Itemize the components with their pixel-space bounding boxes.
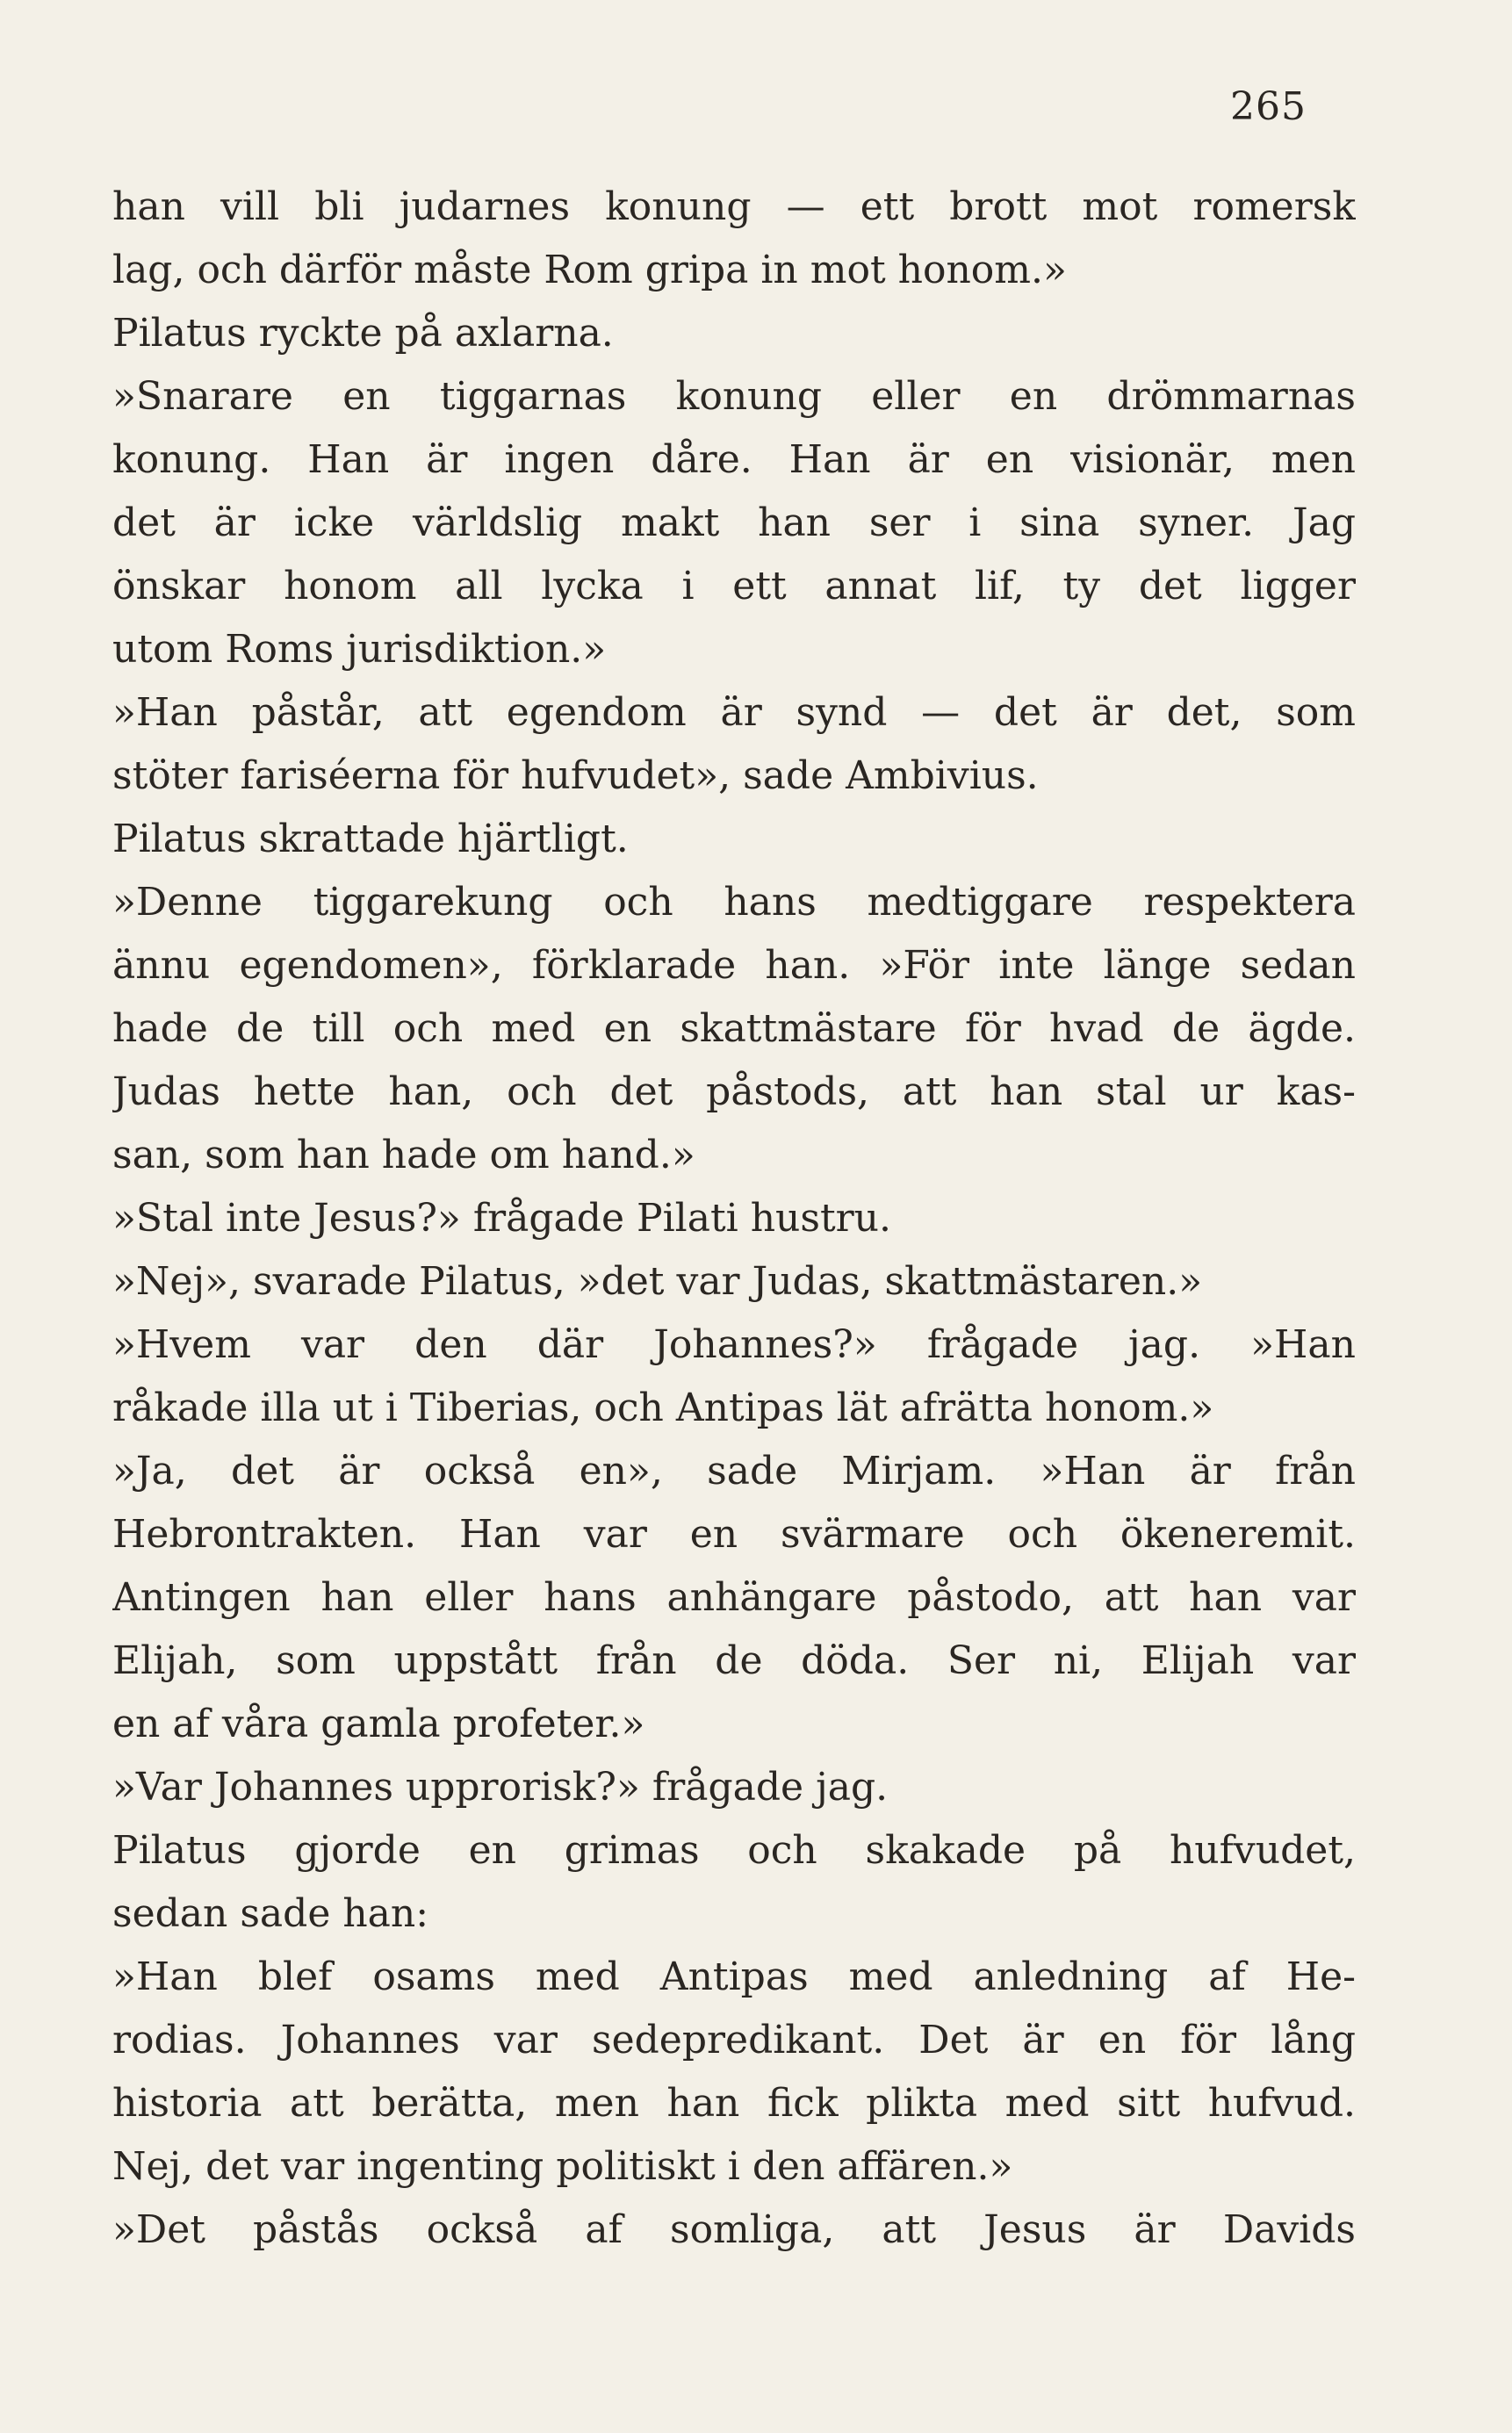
text-line: »Han blef osams med Antipas med anledning af He- bbox=[112, 1954, 1356, 1999]
text-line: san, som han hade om hand.» bbox=[112, 1133, 695, 1177]
text-line: »Nej», svarade Pilatus, »det var Judas, skattmästaren.» bbox=[112, 1259, 1203, 1304]
text-line: »Var Johannes upprorisk?» frågade jag. bbox=[112, 1765, 889, 1810]
text-line: rodias. Johannes var sedepredikant. Det är en för lång bbox=[112, 2018, 1356, 2062]
body-text bbox=[112, 176, 1356, 2262]
text-line: konung. Han är ingen dåre. Han är en visionär, men bbox=[112, 437, 1356, 482]
text-line: »Denne tiggarekung och hans medtiggare respektera bbox=[112, 880, 1356, 925]
text-line: »Snarare en tiggarnas konung eller en drömmarnas bbox=[112, 374, 1356, 419]
text-line: Judas hette han, och det påstods, att han stal ur kas- bbox=[112, 1069, 1356, 1114]
text-line: Antingen han eller hans anhängare påstodo, att han var bbox=[112, 1575, 1356, 1620]
text-line: råkade illa ut i Tiberias, och Antipas lät afrätta honom.» bbox=[112, 1386, 1214, 1430]
text-line: Pilatus ryckte på axlarna. bbox=[112, 311, 614, 356]
text-line: önskar honom all lycka i ett annat lif, ty det ligger bbox=[112, 564, 1356, 608]
text-line: utom Roms jurisdiktion.» bbox=[112, 627, 607, 672]
text-line: det är icke världslig makt han ser i sina syner. Jag bbox=[112, 500, 1356, 545]
text-line: »Han påstår, att egendom är synd — det är det, som bbox=[112, 690, 1356, 735]
text-line: »Ja, det är också en», sade Mirjam. »Han är från bbox=[112, 1449, 1356, 1494]
text-line: ännu egendomen», förklarade han. »För inte länge sedan bbox=[112, 943, 1356, 988]
text-line: »Det påstås också af somliga, att Jesus är Davids bbox=[112, 2207, 1356, 2252]
text-line: »Hvem var den där Johannes?» frågade jag. »Han bbox=[112, 1322, 1356, 1367]
text-line: hade de till och med en skattmästare för hvad de ägde. bbox=[112, 1006, 1356, 1051]
text-line: en af våra gamla profeter.» bbox=[112, 1702, 645, 1746]
text-line: Elijah, som uppstått från de döda. Ser ni, Elijah var bbox=[112, 1638, 1356, 1683]
text-line: Hebrontrakten. Han var en svärmare och ökeneremit. bbox=[112, 1512, 1356, 1557]
text-line: stöter fariséerna för hufvudet», sade Ambivius. bbox=[112, 753, 1039, 798]
page-number: 265 bbox=[1230, 84, 1307, 129]
text-line: han vill bli judarnes konung — ett brott mot romersk bbox=[112, 184, 1356, 229]
text-line: »Stal inte Jesus?» frågade Pilati hustru. bbox=[112, 1196, 891, 1241]
text-line: historia att berätta, men han fick plikta med sitt hufvud. bbox=[112, 2081, 1356, 2126]
text-line: sedan sade han: bbox=[112, 1891, 429, 1936]
text-line: Nej, det var ingenting politiskt i den affären.» bbox=[112, 2144, 1013, 2189]
text-line: Pilatus skrattade hjärtligt. bbox=[112, 817, 629, 861]
text-line: lag, och därför måste Rom gripa in mot honom.» bbox=[112, 248, 1067, 292]
text-line: Pilatus gjorde en grimas och skakade på hufvudet, bbox=[112, 1828, 1356, 1873]
